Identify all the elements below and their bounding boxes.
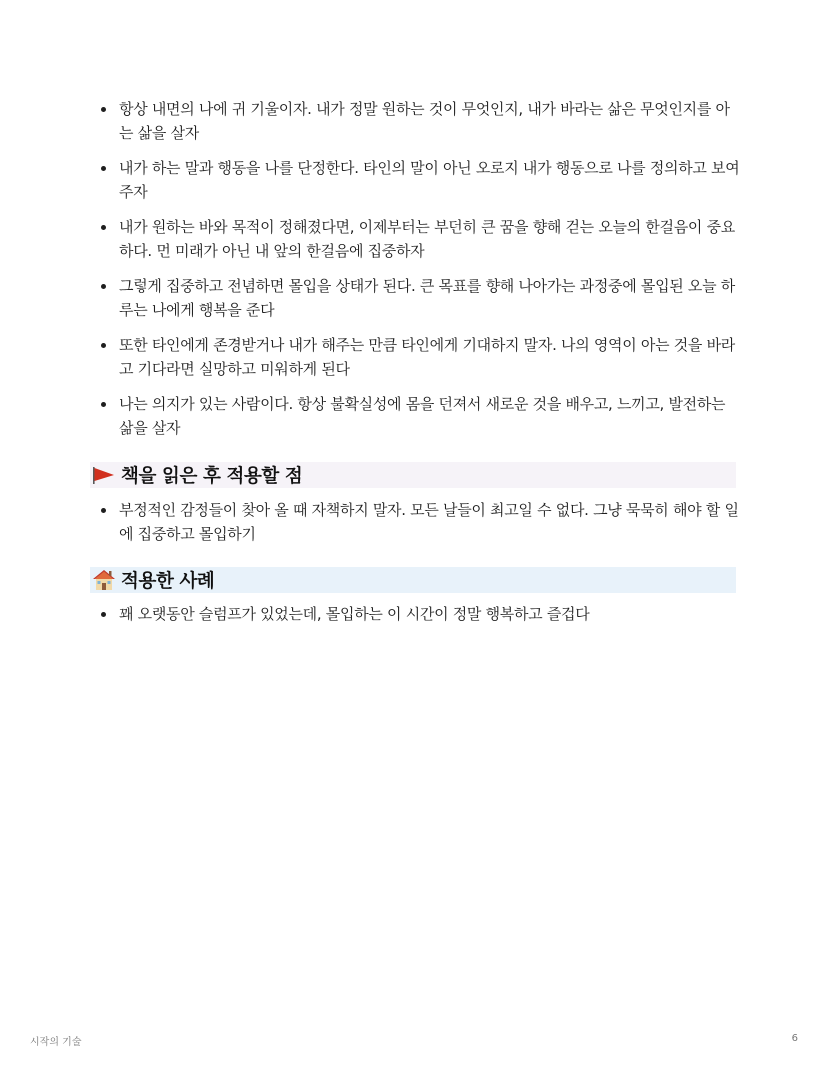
list-item [90, 602, 740, 626]
list-item [90, 274, 740, 322]
list-item [90, 156, 740, 204]
list-item [90, 498, 740, 546]
bullet-dot [101, 508, 106, 513]
case-bullet-list [90, 602, 740, 626]
apply-bullet-list [90, 498, 740, 546]
list-item-text: 내가 하는 말과 행동을 나를 단정한다. 타인의 말이 아닌 오로지 내가 행동으로 나를 정의하고 보여주자 [119, 159, 740, 201]
list-item [90, 392, 740, 440]
apply-section-heading [90, 462, 736, 488]
list-item-text: 그렇게 집중하고 전념하면 몰입을 상태가 된다. 큰 목표를 향해 나아가는 과정중에 몰입된 오늘 하루는 나에게 행복을 준다 [119, 277, 735, 319]
bullet-dot [101, 166, 106, 171]
apply-section-title: 책을 읽은 후 적용할 점 [121, 466, 303, 487]
list-item [90, 333, 740, 381]
bullet-dot [101, 343, 106, 348]
list-item-text: 내가 원하는 바와 목적이 정해졌다면, 이제부터는 부던히 큰 꿈을 향해 걷는 오늘의 한걸음이 중요하다. 먼 미래가 아닌 내 앞의 한걸음에 집중하자 [119, 218, 735, 260]
footer-doc-title: 시작의 기술 [30, 1037, 82, 1048]
list-item [90, 215, 740, 263]
list-item [90, 97, 740, 145]
list-item-text: 꽤 오랫동안 슬럼프가 있었는데, 몰입하는 이 시간이 정말 행복하고 즐겁다 [119, 605, 590, 623]
bullet-dot [101, 107, 106, 112]
main-bullet-list [90, 97, 740, 451]
bullet-dot [101, 284, 106, 289]
list-item-text: 나는 의지가 있는 사람이다. 항상 불확실성에 몸을 던져서 새로운 것을 배우고, 느끼고, 발전하는 삶을 살자 [119, 395, 726, 437]
bullet-dot [101, 612, 106, 617]
case-section-heading [90, 567, 736, 593]
red-flag-icon [92, 465, 116, 485]
house-icon [92, 568, 116, 592]
case-section-title: 적용한 사례 [121, 571, 215, 592]
footer-page-number: 6 [791, 1033, 798, 1044]
bullet-dot [101, 402, 106, 407]
bullet-dot [101, 225, 106, 230]
list-item-text: 부정적인 감정들이 찾아 올 때 자책하지 말자. 모든 날들이 최고일 수 없다. 그냥 묵묵히 해야 할 일에 집중하고 몰입하기 [119, 501, 739, 543]
list-item-text: 항상 내면의 나에 귀 기울이자. 내가 정말 원하는 것이 무엇인지, 내가 바라는 삶은 무엇인지를 아는 삶을 살자 [119, 100, 730, 142]
list-item-text: 또한 타인에게 존경받거나 내가 해주는 만큼 타인에게 기대하지 말자. 나의 영역이 아는 것을 바라고 기다라면 실망하고 미워하게 된다 [119, 336, 735, 378]
